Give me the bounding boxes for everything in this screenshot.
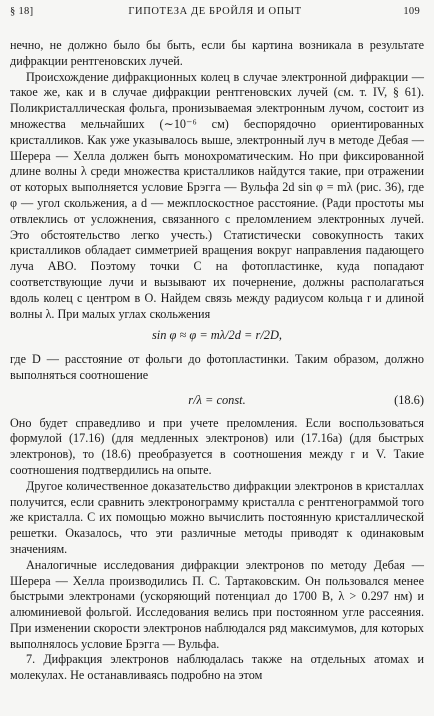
paragraph-distance-definition: где D — расстояние от фольги до фотопластинки. Таким образом, должно выполняться соотношение (10, 352, 424, 382)
header-title: ГИПОТЕЗА ДЕ БРОЙЛЯ И ОПЫТ (128, 6, 302, 17)
equation-number: (18.6) (394, 392, 424, 407)
page-body (10, 38, 424, 684)
paragraph-x-ray-comparison: Другое количественное доказательство дифракции электронов в кристаллах получится, если сравнить электронограмму кристалла с рентгенограммой того же кристалла. С их помощью можно вычислить постоянную кристаллической решетки. Оказалось, что эти различные методы приводят к одинаковым значениям. (10, 478, 424, 556)
formula-small-angle: sin φ ≈ φ = mλ/2d = r/2D, (151, 328, 283, 343)
paragraph-diffraction-rings: Происхождение дифракционных колец в случае электронной дифракции — такое же, как и в случае дифракции рентгеновских лучей (см. т. IV, § 61). Поликристаллическая фольга, пронизываемая электронным лучом, состоит из множества мельчайших (∼10⁻⁶ см) беспорядочно ориентированных кристалликов. Как уже указывалось выше, электронный луч в методе Дебая — Шерера — Хелла должен быть монохроматическим. Но при фиксированной длине волны λ среди множества кристалликов найдутся такие, при отражении от которых выполняется условие Брэгга — Вульфа 2d sin φ = mλ (рис. 36), где φ — угол скольжения, а d — межплоскостное расстояние. (Ради простоты мы отвлеклись от усложнения, связанного с преломлением электронных лучей. Это обстоятельство легко учесть.) Статистически совокупность таких кристалликов обладает симметрией вращения вокруг направления падающего луча ABO. Поэтому точки C на фотопластинке, куда попадают соответствующие лучи и вызывают их почернение, должны располагаться вдоль колец с центром в O. Найдем связь между радиусом кольца r и длиной волны λ. При малых углах скольжения (10, 69, 424, 321)
header-section-ref: § 18] (10, 6, 34, 17)
paragraph-refraction: Оно будет справедливо и при учете преломления. Если воспользоваться формулой (17.16) (для медленных электронов) или (17.16а) (для быстрых электронов), то (18.6) преобразуется в соотношения между r и V. Такие соотношения подтвердились на опыте. (10, 415, 424, 477)
paragraph-atoms-molecules: 7. Дифракция электронов наблюдалась также на отдельных атомах и молекулах. Не останавливаясь подробно на этом (10, 652, 424, 683)
page-number: 109 (403, 6, 420, 17)
running-header (10, 6, 420, 22)
formula-ratio-text: r/λ = const. (188, 392, 246, 407)
formula-ratio (10, 393, 424, 409)
paragraph-continuation: нечно, не должно было бы быть, если бы картина возникала в результате дифракции рентгеновских лучей. (10, 38, 424, 68)
paragraph-tartakovsky: Аналогичные исследования дифракции электронов по методу Дебая — Шерера — Хелла производились П. С. Тартаковским. Он пользовался менее быстрыми электронами (ускоряющий потенциал до 1700 В, λ > 0.297 нм) и алюминиевой фольгой. Исследования велись при постоянном угле рассеяния. При изменении скорости электронов наблюдался ряд максимумов, для которых выполнялось условие Брэгга — Вульфа. (10, 557, 424, 651)
